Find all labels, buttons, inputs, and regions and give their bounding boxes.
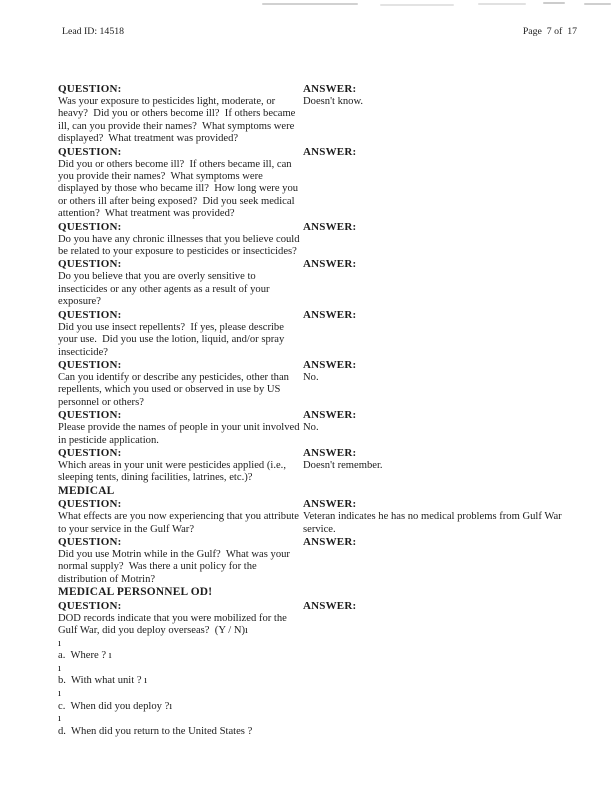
answer-heading: ANSWER:: [303, 220, 357, 233]
answer-column: [303, 83, 585, 108]
question-sub-line: c. When did you deploy ?ı: [58, 700, 173, 712]
answer-column: [303, 498, 585, 536]
qa-block: [58, 83, 585, 146]
qa-block: [58, 146, 585, 221]
answer-heading: ANSWER:: [303, 498, 357, 511]
answer-heading: ANSWER:: [303, 308, 357, 321]
section-heading: MEDICAL: [58, 484, 115, 497]
question-text: Please provide the names of people in your unit involved in pesticide application.: [58, 422, 303, 446]
question-column: [58, 221, 303, 259]
question-text: DOD records indicate that you were mobilized for the Gulf War, did you deploy overseas? (Y / N)ı: [58, 612, 290, 637]
qa-block: [58, 536, 585, 586]
scan-artifact: [584, 3, 611, 5]
qa-block: [58, 221, 585, 259]
question-text: What effects are you now experiencing that you attribute to your service in the Gulf War?: [58, 511, 302, 535]
question-column: [58, 600, 303, 739]
question-text: Can you identify or describe any pesticides, other than repellents, which you used or observed in use by US personnel or others?: [58, 371, 292, 408]
answer-heading: ANSWER:: [303, 536, 357, 549]
scan-artifact: [478, 3, 526, 5]
qa-block: [58, 359, 585, 409]
content: [58, 83, 585, 738]
scan-artifact: [380, 4, 454, 6]
question-text: Was your exposure to pesticides light, moderate, or heavy? Did you or others become ill? If others became ill, can you provide their names? What symptoms were displayed? What treatment was provided?: [58, 96, 299, 145]
answer-column: [303, 600, 585, 613]
answer-text: Doesn't remember.: [303, 459, 383, 471]
answer-heading: ANSWER:: [303, 599, 357, 612]
question-heading: QUESTION:: [58, 536, 122, 549]
answer-column: [303, 359, 585, 384]
page-number-label: Page 7 of 17: [522, 26, 577, 37]
answer-column: [303, 146, 585, 159]
question-text: Did you use insect repellents? If yes, please describe your use. Did you use the lotion, liquid, and/or spray insecticide?: [58, 321, 287, 358]
answer-column: [303, 409, 585, 434]
answer-text: Veteran indicates he has no medical problems from Gulf War service.: [303, 511, 565, 535]
question-text: Do you have any chronic illnesses that you believe could be related to your exposure to pesticides or insecticides?: [58, 233, 303, 258]
question-sub-line: a. Where ? ı: [58, 650, 112, 662]
answer-heading: ANSWER:: [303, 145, 357, 158]
question-text: Did you or others become ill? If others became ill, can you provide their names? What symptoms were displayed by those who became ill? How long were you or others ill after being exposed? Did you seek medical attention? What treatment was provided?: [58, 158, 301, 220]
question-text: Did you use Motrin while in the Gulf? What was your normal supply? Was there a unit policy for the distribution of Motrin?: [58, 549, 293, 585]
answer-heading: ANSWER:: [303, 446, 357, 459]
answer-text: Doesn't know.: [303, 96, 364, 107]
qa-block: [58, 258, 585, 308]
question-column: [58, 258, 303, 308]
question-heading: QUESTION:: [58, 220, 122, 233]
qa-block: [58, 498, 585, 536]
question-heading: QUESTION:: [58, 258, 122, 271]
question-sub-lines: [58, 638, 303, 739]
question-sub-line: b. With what unit ? ı: [58, 675, 148, 687]
question-column: [58, 498, 303, 536]
answer-column: [303, 258, 585, 271]
question-column: [58, 309, 303, 359]
question-sub-line: ı: [58, 687, 61, 699]
question-column: [58, 359, 303, 409]
qa-block: [58, 309, 585, 359]
page-header: [62, 26, 577, 37]
scan-artifact: [543, 2, 565, 4]
qa-block: [58, 447, 585, 485]
question-column: [58, 447, 303, 485]
answer-text: No.: [303, 422, 319, 434]
question-column: [58, 146, 303, 221]
question-heading: QUESTION:: [58, 358, 122, 371]
question-sub-line: ı: [58, 713, 61, 725]
answer-column: [303, 221, 585, 234]
scan-artifact: [262, 3, 358, 5]
question-heading: QUESTION:: [58, 498, 122, 511]
question-sub-line: ı: [58, 662, 61, 674]
question-column: [58, 409, 303, 447]
question-heading: QUESTION:: [58, 308, 122, 321]
answer-column: [303, 309, 585, 322]
section-heading: MEDICAL PERSONNEL OD!: [58, 586, 213, 599]
question-text: Do you believe that you are overly sensitive to insecticides or any other agents as a result of your exposure?: [58, 271, 273, 308]
lead-id-label: Lead ID: 14518: [62, 26, 125, 37]
answer-heading: ANSWER:: [303, 83, 357, 95]
question-sub-line: ı: [58, 637, 61, 649]
question-heading: QUESTION:: [58, 599, 122, 612]
answer-heading: ANSWER:: [303, 258, 357, 271]
qa-block: [58, 409, 585, 447]
question-heading: QUESTION:: [58, 409, 122, 422]
answer-column: [303, 447, 585, 472]
answer-heading: ANSWER:: [303, 409, 357, 422]
question-sub-line: d. When did you return to the United States ?: [58, 725, 253, 737]
question-text: Which areas in your unit were pesticides applied (i.e., sleeping tents, dining facilities, latrines, etc.)?: [58, 459, 289, 484]
answer-heading: ANSWER:: [303, 358, 357, 371]
answer-column: [303, 536, 585, 549]
question-column: [58, 536, 303, 586]
question-column: [58, 83, 303, 146]
question-heading: QUESTION:: [58, 145, 122, 158]
qa-block: [58, 600, 585, 739]
question-heading: QUESTION:: [58, 446, 122, 459]
question-heading: QUESTION:: [58, 83, 122, 95]
answer-text: No.: [303, 371, 319, 383]
